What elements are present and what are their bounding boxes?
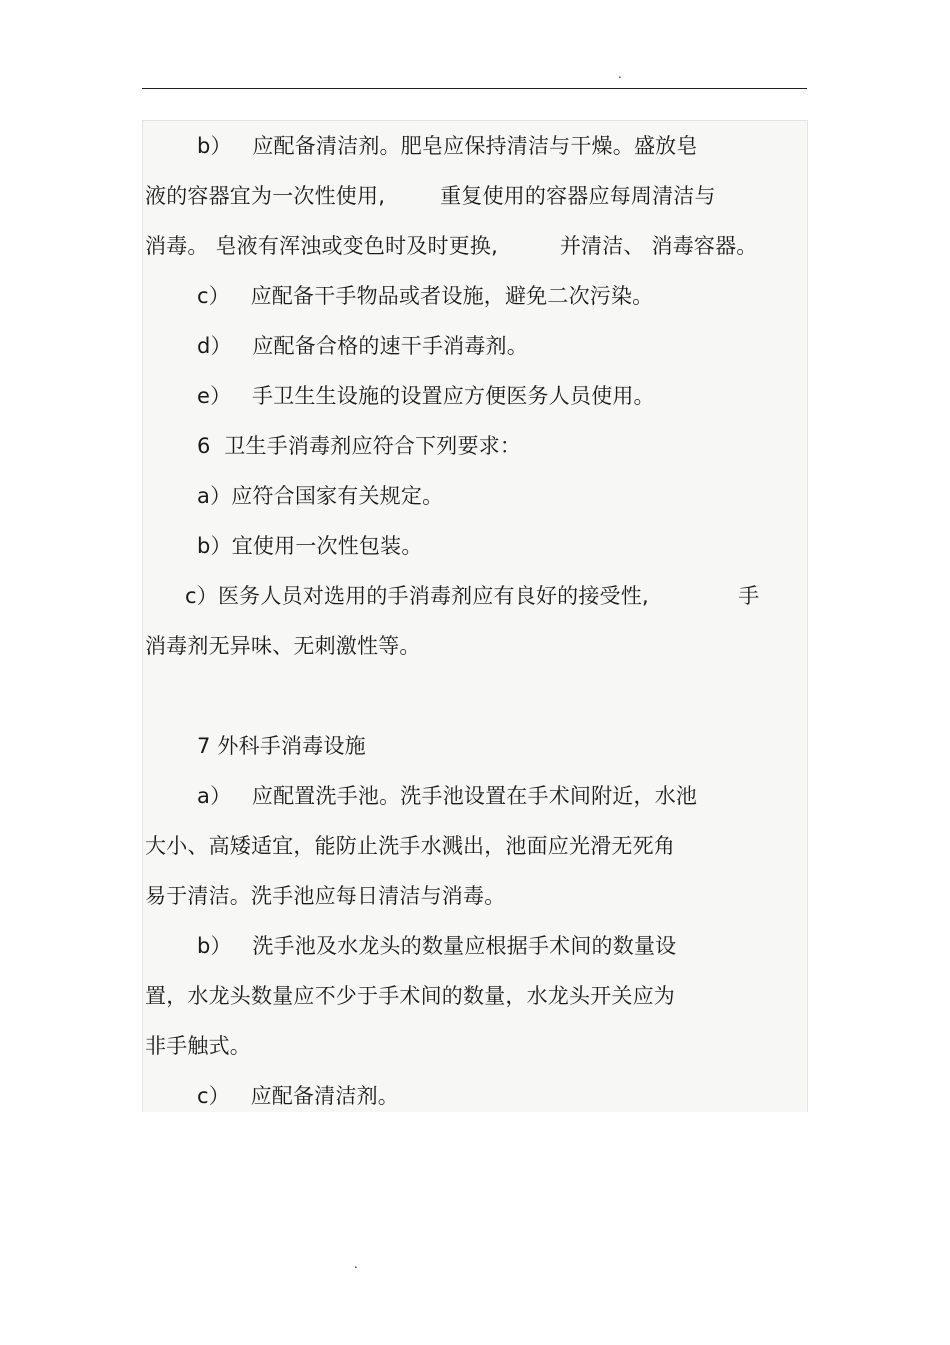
document-body [142, 120, 808, 1112]
text-line: 置，水龙头数量应不少于手术间的数量，水龙头开关应为 [145, 984, 675, 1008]
header-mark: . [618, 67, 622, 81]
text-line: b） 洗手池及水龙头的数量应根据手术间的数量设 [197, 934, 677, 958]
text-line: c） 应配备干手物品或者设施，避免二次污染。 [197, 284, 654, 308]
text-line: 消毒剂无异味、无刺激性等。 [145, 634, 421, 658]
text-line: d） 应配备合格的速干手消毒剂。 [197, 334, 528, 358]
text-line: 液的容器宜为一次性使用, 重复使用的容器应每周清洁与 [145, 184, 716, 208]
text-line: a）应符合国家有关规定。 [197, 484, 444, 508]
footer-mark: . [354, 1257, 358, 1271]
text-line: c） 应配备清洁剂。 [197, 1084, 399, 1108]
section-heading: 7 外科手消毒设施 [197, 734, 366, 758]
text-line: 大小、高矮适宜，能防止洗手水溅出，池面应光滑无死角 [145, 834, 675, 858]
text-line: 易于清洁。洗手池应每日清洁与消毒。 [145, 884, 506, 908]
text-line: a） 应配置洗手池。洗手池设置在手术间附近，水池 [197, 784, 698, 808]
text-line: 消毒。 皂液有浑浊或变色时及时更换, 并清洁、 消毒容器。 [145, 234, 758, 258]
text-line: 非手触式。 [145, 1034, 251, 1058]
text-line: b）宜使用一次性包装。 [197, 534, 423, 558]
text-line: e） 手卫生生设施的设置应方便医务人员使用。 [197, 384, 655, 408]
section-heading: 6 卫生手消毒剂应符合下列要求： [197, 434, 522, 458]
header-rule [142, 88, 807, 89]
text-line: c）医务人员对选用的手消毒剂应有良好的接受性, 手 [185, 584, 760, 608]
text-line: b） 应配备清洁剂。肥皂应保持清洁与干燥。盛放皂 [197, 134, 698, 158]
